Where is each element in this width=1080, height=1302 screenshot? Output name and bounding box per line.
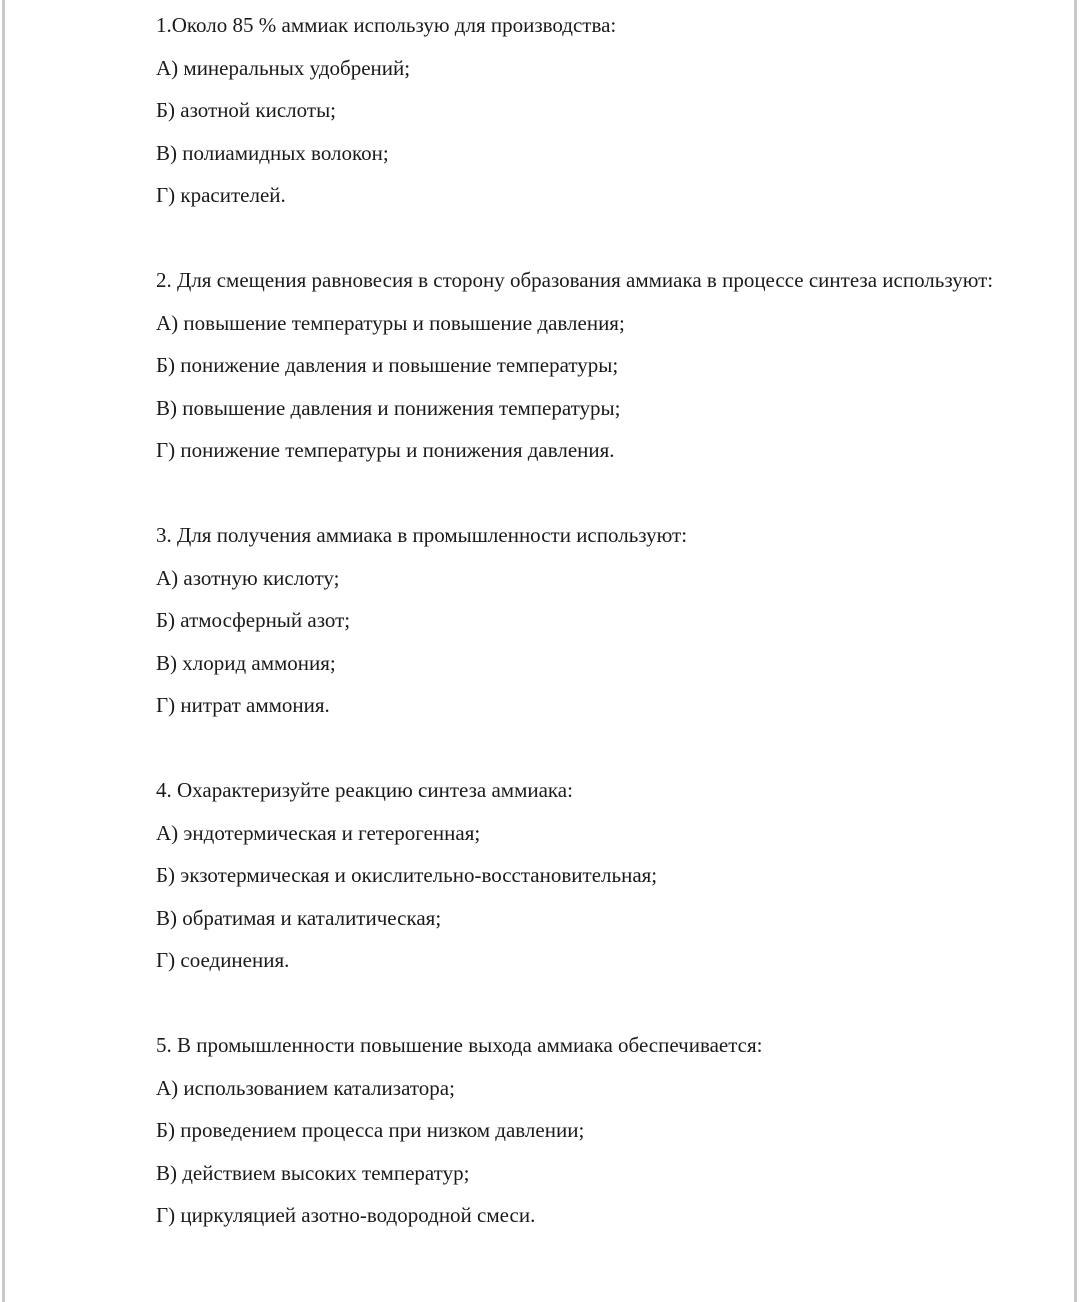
question-text: 1.Около 85 % аммиак использую для производства: [156,13,617,37]
answer-option-v: В) повышение давления и понижения температуры; [156,395,621,420]
question-5 [156,1031,1000,1229]
question-text: 4. Охарактеризуйте реакцию синтеза аммиака: [156,778,573,802]
question-text: 2. Для смещения равновесия в сторону образования аммиака в процессе синтеза используют: [156,268,994,292]
quiz-document [156,11,1000,1229]
question-text: 5. В промышленности повышение выхода аммиака обеспечивается: [156,1033,763,1057]
question-2 [156,266,1000,464]
answer-option-b: Б) проведением процесса при низком давлении; [156,1118,585,1142]
answer-option-g: Г) соединения. [156,948,290,972]
answer-option-v: В) действием высоких температур; [156,1160,470,1185]
answer-option-v: В) обратимая и каталитическая; [156,905,442,930]
answer-option-a: А) минеральных удобрений; [156,55,411,80]
answer-option-g: Г) красителей. [156,183,286,207]
answer-option-g: Г) циркуляцией азотно-водородной смеси. [156,1203,536,1227]
page-border-right [1074,0,1077,1302]
question-4 [156,776,1000,974]
answer-option-b: Б) азотной кислоты; [156,98,337,122]
answer-option-a: А) азотную кислоту; [156,565,340,590]
answer-option-g: Г) понижение температуры и понижения давления. [156,438,615,462]
answer-option-a: А) эндотермическая и гетерогенная; [156,820,481,845]
answer-option-v: В) хлорид аммония; [156,650,336,675]
answer-option-a: А) использованием катализатора; [156,1075,455,1100]
question-1 [156,11,1000,209]
answer-option-v: В) полиамидных волокон; [156,140,389,165]
answer-option-b: Б) экзотермическая и окислительно-восстановительная; [156,863,658,887]
question-3 [156,521,1000,719]
answer-option-g: Г) нитрат аммония. [156,693,330,717]
answer-option-b: Б) атмосферный азот; [156,608,351,632]
page-border-left [2,0,5,1302]
answer-option-a: А) повышение температуры и повышение давления; [156,310,625,335]
answer-option-b: Б) понижение давления и повышение температуры; [156,353,619,377]
question-text: 3. Для получения аммиака в промышленности используют: [156,523,688,547]
